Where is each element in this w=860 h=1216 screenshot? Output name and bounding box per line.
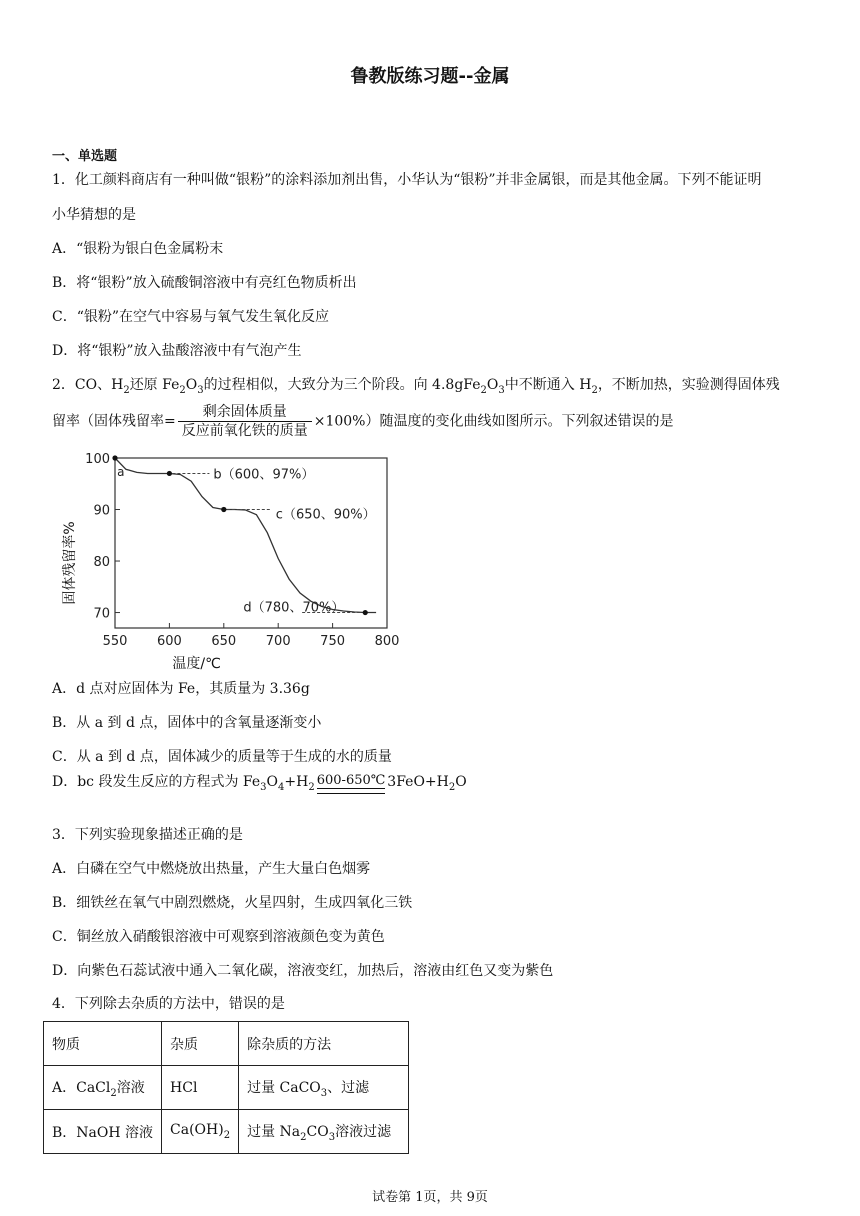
q1-stem-line1: 1．化工颜料商店有一种叫做“银粉”的涂料添加剂出售，小华认为“银粉”并非金属银，而是其他金属。下列不能证明 — [52, 172, 762, 188]
q1-option-a: A．“银粉为银白色金属粉末 — [52, 241, 224, 257]
row-a-impurity: HCl — [162, 1066, 239, 1110]
section-heading: 一、单选题 — [52, 149, 118, 164]
row-b-impurity: $Ca(OH)_2$ — [162, 1110, 239, 1154]
table-row — [44, 1110, 409, 1154]
q3-option-c: C．铜丝放入硝酸银溶液中可观察到溶液颜色变为黄色 — [52, 929, 385, 945]
q3-option-d: D．向紫色石蕊试液中通入二氧化碳，溶液变红，加热后，溶液由红色又变为紫色 — [52, 963, 554, 979]
y-tick-label: 90 — [93, 503, 110, 519]
x-tick-label: 800 — [374, 634, 400, 649]
x-axis-label: 温度/℃ — [172, 656, 221, 672]
x-tick-label: 750 — [320, 634, 346, 649]
x-tick-label: 700 — [265, 634, 291, 649]
q4-stem: 4．下列除去杂质的方法中，错误的是 — [52, 996, 285, 1012]
q1-option-b: B．将“银粉”放入硫酸铜溶液中有亮红色物质析出 — [52, 275, 357, 291]
q2-option-c: C．从 a 到 d 点，固体减少的质量等于生成的水的质量 — [52, 749, 392, 765]
row-a-substance: A．CaCl$_2$溶液 — [44, 1066, 162, 1110]
table-row — [44, 1066, 409, 1110]
x-tick-label: 550 — [102, 634, 128, 649]
page-footer: 试卷第 1页，共 9页 — [372, 1190, 488, 1205]
label-d: d（780、70%） — [243, 600, 345, 616]
q2-option-b: B．从 a 到 d 点，固体中的含氧量逐渐变小 — [52, 715, 322, 731]
q1-stem-line2: 小华猜想的是 — [52, 207, 136, 223]
y-tick-label: 80 — [93, 555, 110, 571]
reaction-condition: 600-650℃ — [317, 773, 386, 798]
q2-stem-line1: 2．CO、$H_2$还原 $Fe_2O_3$的过程相似，大致分为三个阶段。向 $4.8gFe_2O_3$中不断通入 $H_2$，不断加热，实验测得固体残 — [52, 377, 780, 396]
header-substance: 物质 — [44, 1022, 162, 1066]
header-impurity: 杂质 — [162, 1022, 239, 1066]
q2-option-d: D．bc 段发生反应的方程式为 $Fe_3O_4+H_2$ 600-650℃ $3FeO+H_2O$ — [52, 772, 467, 798]
q1-option-c: C．“银粉”在空气中容易与氧气发生氧化反应 — [52, 309, 330, 325]
x-tick-label: 600 — [156, 634, 182, 649]
q3-option-b: B．细铁丝在氧气中剧烈燃烧，火星四射，生成四氧化三铁 — [52, 895, 413, 911]
header-method: 除杂质的方法 — [239, 1022, 409, 1066]
label-c: c（650、90%） — [275, 507, 376, 523]
q1-option-d: D．将“银粉”放入盐酸溶液中有气泡产生 — [52, 343, 302, 359]
impurity-table — [43, 1021, 409, 1154]
q2-stem-line2: 留率（固体残留率= $\frac{\text{剩余固体质量}}{\text{反应前氧化铁的质量}}$ ×100%）随温度的变化曲线如图所示。下列叙述错误的是 — [52, 404, 674, 439]
q3-option-a: A．白磷在空气中燃烧放出热量，产生大量白色烟雾 — [52, 861, 371, 877]
y-tick-label: 70 — [93, 606, 110, 622]
y-axis-label: 固体残留率% — [62, 521, 78, 605]
point-c — [221, 507, 226, 512]
label-a: a — [117, 465, 125, 479]
y-tick-label: 100 — [85, 452, 110, 467]
point-d — [363, 610, 368, 615]
residue-fraction: $\frac{\text{剩余固体质量}}{\text{反应前氧化铁的质量}}$ — [178, 403, 312, 440]
residue-chart — [52, 448, 402, 673]
label-b: b（600、97%） — [213, 467, 315, 483]
point-b — [167, 471, 172, 476]
point-a — [112, 455, 117, 460]
row-b-substance: B．NaOH 溶液 — [44, 1110, 162, 1154]
table-header-row — [44, 1022, 409, 1066]
row-a-method: 过量 CaCO$_3$、过滤 — [239, 1066, 409, 1110]
q3-stem: 3．下列实验现象描述正确的是 — [52, 827, 243, 843]
q2-option-a: A．d 点对应固体为 Fe，其质量为 3.36g — [52, 681, 310, 697]
x-tick-label: 650 — [211, 634, 237, 649]
page-title: 鲁教版练习题--金属 — [350, 66, 510, 87]
row-b-method: 过量 $Na_2CO_3$溶液过滤 — [239, 1110, 409, 1154]
